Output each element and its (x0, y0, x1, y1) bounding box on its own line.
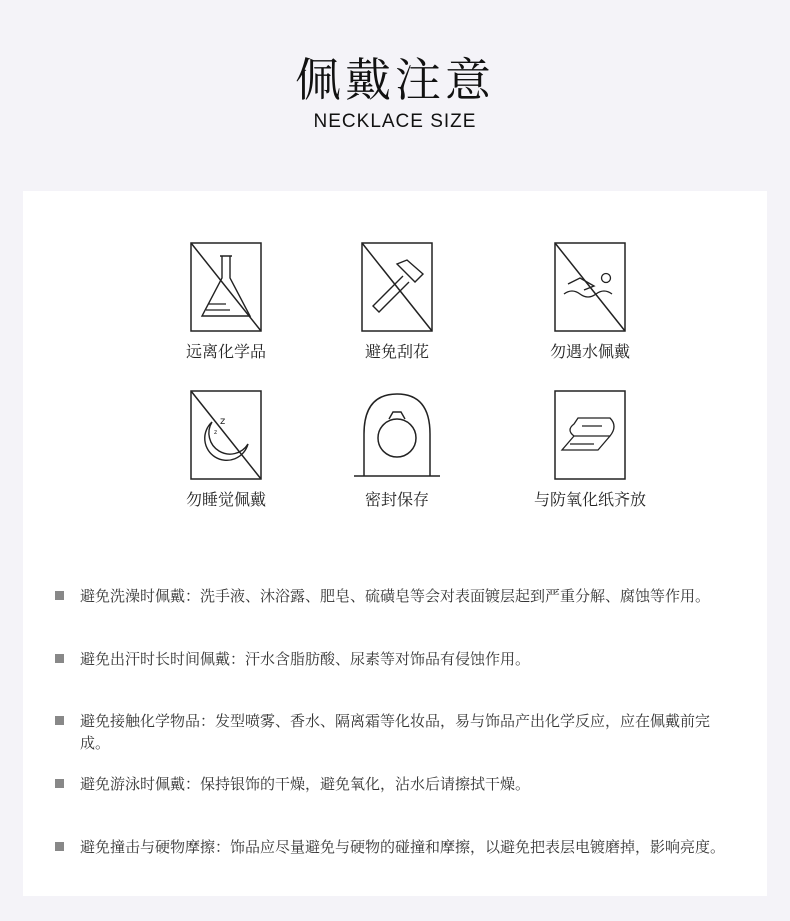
bullet-square-icon (55, 591, 64, 600)
note-text: 避免洗澡时佩戴：洗手液、沐浴露、肥皂、硫磺皂等会对表面镀层起到严重分解、腐蚀等作用。 (80, 587, 711, 605)
bullet-square-icon (55, 654, 64, 663)
page-title: 佩戴注意 (295, 53, 495, 107)
note-text: 避免出汗时长时间佩戴：汗水含脂肪酸、尿素等对饰品有侵蚀作用。 (80, 650, 531, 668)
note-item (55, 773, 725, 795)
icon-cell-seal (307, 390, 487, 510)
page-subtitle: NECKLACE SIZE (313, 111, 477, 132)
sealed-bag-ring-icon (352, 390, 442, 480)
icon-cell-sleep (136, 390, 316, 510)
note-item (55, 836, 725, 858)
icon-cell-paper (500, 390, 680, 510)
note-text: 避免接触化学物品：发型喷雾、香水、隔离霜等化妆品，易与饰品产出化学反应，应在佩戴前完成。 (80, 712, 711, 752)
icon-label: 勿遇水佩戴 (549, 342, 630, 361)
icon-label: 避免刮花 (364, 342, 429, 361)
icon-cell-chemical (136, 242, 316, 362)
icon-cell-hammer (307, 242, 487, 362)
icon-label: 密封保存 (364, 490, 429, 509)
paper-roll-icon (554, 390, 626, 480)
header (0, 0, 790, 134)
bullet-square-icon (55, 842, 64, 851)
note-item (55, 648, 725, 670)
moon-sleep-icon (190, 390, 262, 480)
bullet-square-icon (55, 779, 64, 788)
icon-cell-swim (500, 242, 680, 362)
svg-text:z: z (220, 416, 226, 427)
chemical-flask-icon (190, 242, 262, 332)
bullet-square-icon (55, 716, 64, 725)
svg-text:z: z (214, 429, 218, 436)
hammer-icon (361, 242, 433, 332)
note-item (55, 710, 725, 754)
note-text: 避免撞击与硬物摩擦：饰品应尽量避免与硬物的碰撞和摩擦，以避免把表层电镀磨掉，影响亮度。 (80, 838, 726, 856)
icon-label: 与防氧化纸齐放 (533, 490, 646, 509)
icon-grid (23, 191, 767, 521)
icon-label: 勿睡觉佩戴 (185, 490, 266, 509)
swimmer-icon (554, 242, 626, 332)
icon-label: 远离化学品 (185, 342, 266, 361)
care-card (23, 191, 767, 896)
note-text: 避免游泳时佩戴：保持银饰的干燥，避免氧化，沾水后请擦拭干燥。 (80, 775, 531, 793)
note-item (55, 585, 725, 607)
